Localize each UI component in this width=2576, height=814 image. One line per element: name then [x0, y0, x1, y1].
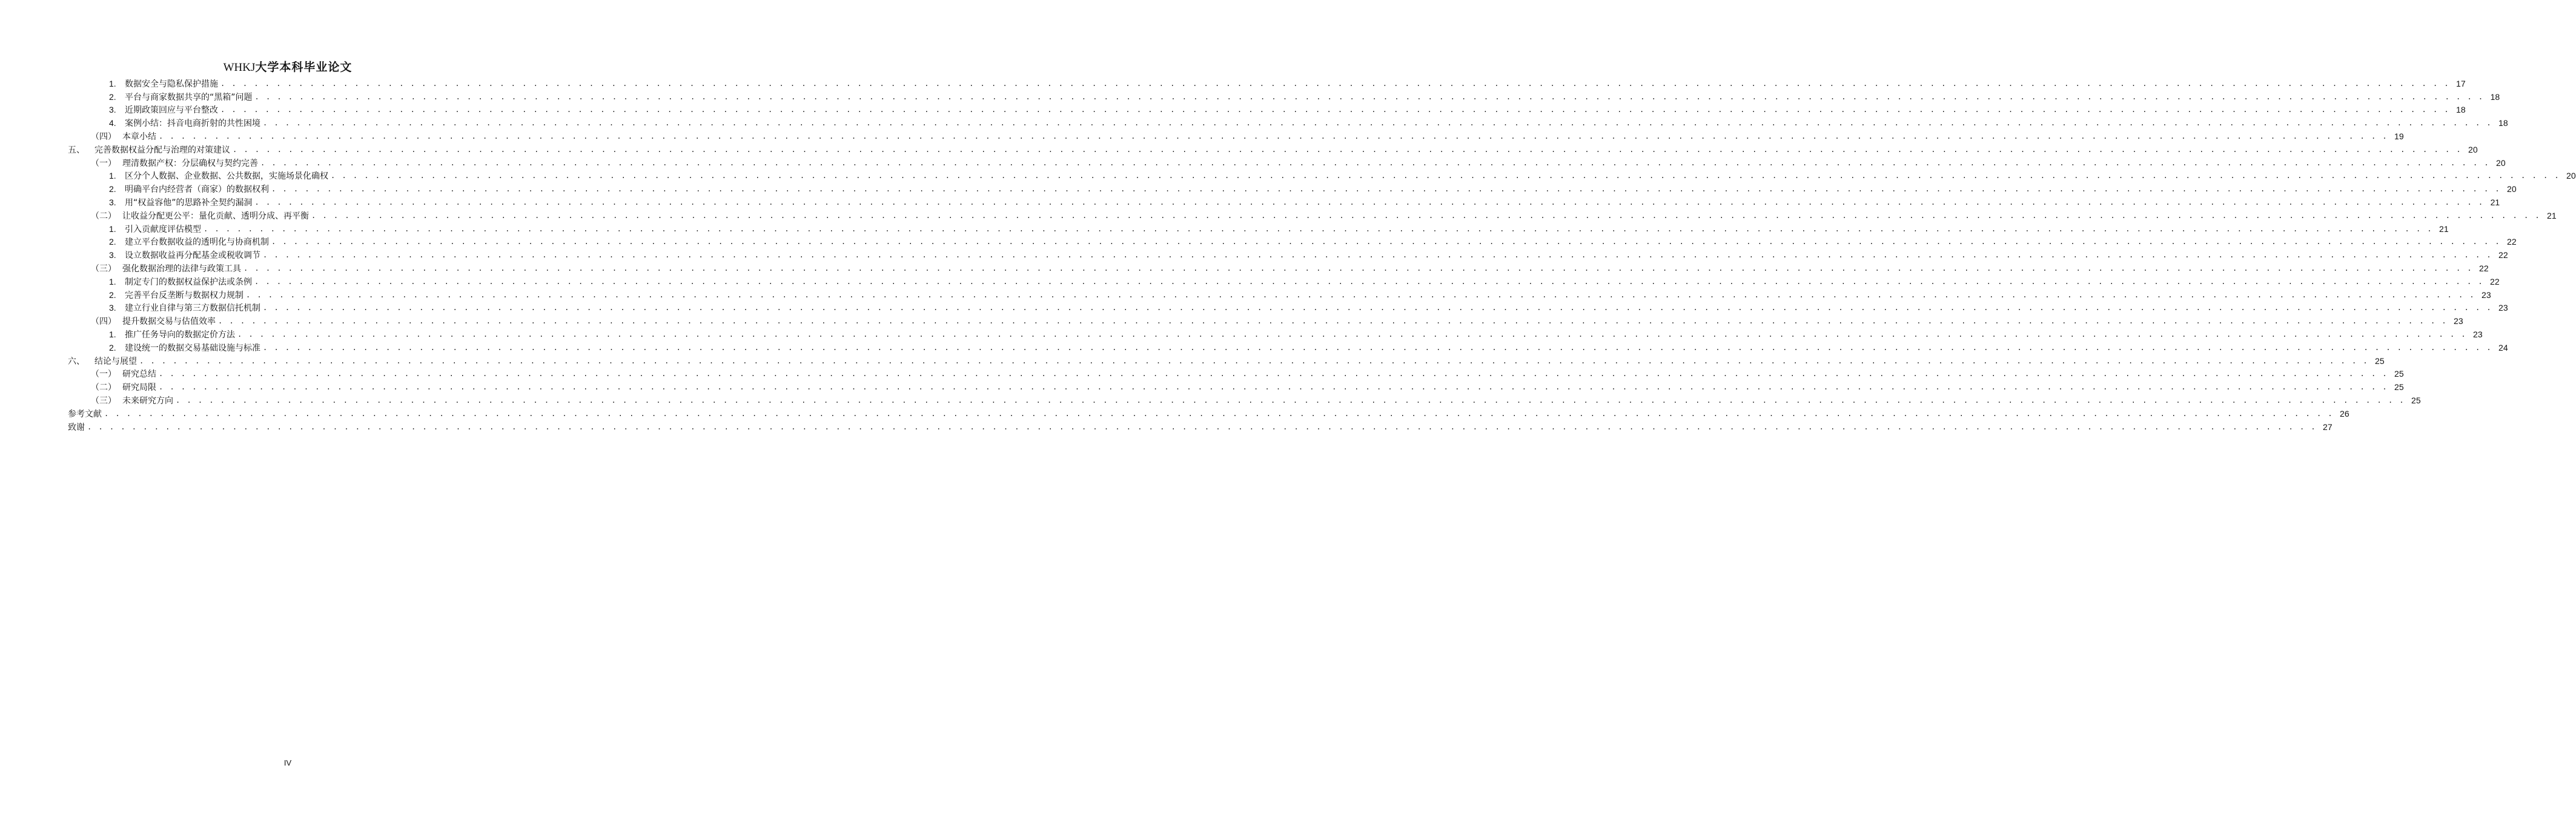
toc-entry-number: 3. [109, 105, 116, 115]
toc-entry-title: 明确平台内经营者（商家）的数据权利 [125, 185, 269, 195]
toc-entry-number: 2. [109, 342, 116, 352]
toc-entry-title: 结论与展望 [94, 356, 137, 366]
toc-entry[interactable] [68, 328, 2483, 341]
toc-entry-page: 19 [2394, 131, 2404, 142]
toc-dot-leader: . . . . . . . . . . . . . . . . . . . . . . . . . . . . . . . . . . . . . . . . . . . . . . . . . . . . . . . . . . . . . . . . . . . . . . . . . . . . . . . . . . . . . . . . . . . . . . . . . . . . . . . . . . . . . . . . . . . . . . . . . . . . . . . . . . . . . . . . . . . . . . . . . . . . . . . . . . . . . . . . . . . . . . . . . . . . . . . . . . . . . . . . . . . . . . . . . . . . . . . . [159, 132, 2388, 141]
toc-dot-leader: . . . . . . . . . . . . . . . . . . . . . . . . . . . . . . . . . . . . . . . . . . . . . . . . . . . . . . . . . . . . . . . . . . . . . . . . . . . . . . . . . . . . . . . . . . . . . . . . . . . . . . . . . . . . . . . . . . . . . . . . . . . . . . . . . . . . . . . . . . . . . . . . . . . . . . . . . . . . . . . . . . . . . . . . . . . . . . . . . . . . . . . . . . . . . . . . . . . . . . . . [218, 317, 2448, 326]
toc-dot-leader: . . . . . . . . . . . . . . . . . . . . . . . . . . . . . . . . . . . . . . . . . . . . . . . . . . . . . . . . . . . . . . . . . . . . . . . . . . . . . . . . . . . . . . . . . . . . . . . . . . . . . . . . . . . . . . . . . . . . . . . . . . . . . . . . . . . . . . . . . . . . . . . . . . . . . . . . . . . . . . . . . . . . . . . . . . . . . . . . . . . . . . . . . . . . . . . . . . . . . . . . [263, 119, 2492, 128]
toc-entry-number: 3. [109, 303, 116, 313]
toc-entry-number: （二） [91, 383, 116, 393]
toc-entry-title: 设立数据收益再分配基金或税收调节 [125, 251, 260, 261]
toc-entry-title: 让收益分配更公平：量化贡献、透明分成、再平衡 [122, 211, 309, 221]
toc-entry-title: 未来研究方向 [122, 396, 173, 406]
toc-entry-page: 22 [2479, 263, 2489, 274]
toc-dot-leader: . . . . . . . . . . . . . . . . . . . . . . . . . . . . . . . . . . . . . . . . . . . . . . . . . . . . . . . . . . . . . . . . . . . . . . . . . . . . . . . . . . . . . . . . . . . . . . . . . . . . . . . . . . . . . . . . . . . . . . . . . . . . . . . . . . . . . . . . . . . . . . . . . . . . . . . . . . . . . . . . . . . . . . . . . . . . . . . . . . . . . . . . . . . . . . . . . . . . . . . . [220, 105, 2450, 114]
toc-entry[interactable] [68, 288, 2491, 302]
toc-entry-number: 五、 [68, 145, 85, 155]
toc-dot-leader: . . . . . . . . . . . . . . . . . . . . . . . . . . . . . . . . . . . . . . . . . . . . . . . . . . . . . . . . . . . . . . . . . . . . . . . . . . . . . . . . . . . . . . . . . . . . . . . . . . . . . . . . . . . . . . . . . . . . . . . . . . . . . . . . . . . . . . . . . . . . . . . . . . . . . . . . . . . . . . . . . . . . . . . . . . . . . . . . . . . . . . . . . . . . . . . . . . . . . . . . [243, 264, 2473, 273]
toc-dot-leader: . . . . . . . . . . . . . . . . . . . . . . . . . . . . . . . . . . . . . . . . . . . . . . . . . . . . . . . . . . . . . . . . . . . . . . . . . . . . . . . . . . . . . . . . . . . . . . . . . . . . . . . . . . . . . . . . . . . . . . . . . . . . . . . . . . . . . . . . . . . . . . . . . . . . . . . . . . . . . . . . . . . . . . . . . . . . . . . . . . . . . . . . . . . . . . . . . . . . . . . . [331, 171, 2560, 180]
toc-entry[interactable] [68, 341, 2508, 354]
toc-entry-title: 完善数据权益分配与治理的对策建议 [94, 145, 230, 155]
toc-entry-number: （一） [91, 369, 116, 380]
toc-dot-leader: . . . . . . . . . . . . . . . . . . . . . . . . . . . . . . . . . . . . . . . . . . . . . . . . . . . . . . . . . . . . . . . . . . . . . . . . . . . . . . . . . . . . . . . . . . . . . . . . . . . . . . . . . . . . . . . . . . . . . . . . . . . . . . . . . . . . . . . . . . . . . . . . . . . . . . . . . . . . . . . . . . . . . . . . . . . . . . . . . . . . . . . . . . . . . . . . . . . . . . . . [159, 383, 2388, 392]
toc-dot-leader: . . . . . . . . . . . . . . . . . . . . . . . . . . . . . . . . . . . . . . . . . . . . . . . . . . . . . . . . . . . . . . . . . . . . . . . . . . . . . . . . . . . . . . . . . . . . . . . . . . . . . . . . . . . . . . . . . . . . . . . . . . . . . . . . . . . . . . . . . . . . . . . . . . . . . . . . . . . . . . . . . . . . . . . . . . . . . . . . . . . . . . . . . . . . . . . . . . . . . . . . [246, 290, 2475, 299]
toc-dot-leader: . . . . . . . . . . . . . . . . . . . . . . . . . . . . . . . . . . . . . . . . . . . . . . . . . . . . . . . . . . . . . . . . . . . . . . . . . . . . . . . . . . . . . . . . . . . . . . . . . . . . . . . . . . . . . . . . . . . . . . . . . . . . . . . . . . . . . . . . . . . . . . . . . . . . . . . . . . . . . . . . . . . . . . . . . . . . . . . . . . . . . . . . . . . . . . . . . . . . . . . . [271, 237, 2501, 247]
toc-entry-title: 建立行业自律与第三方数据信托机制 [125, 303, 260, 314]
toc-entry-title: 区分个人数据、企业数据、公共数据，实施场景化确权 [125, 171, 328, 182]
toc-entry[interactable] [68, 116, 2508, 130]
toc-entry-page: 17 [2456, 78, 2466, 88]
toc-entry-page: 21 [2547, 210, 2557, 220]
toc-entry-page: 21 [2490, 197, 2500, 208]
toc-entry-page: 26 [2340, 408, 2349, 419]
toc-entry-title: 推广任务导向的数据定价方法 [125, 330, 235, 340]
toc-entry-number: （一） [91, 158, 116, 168]
toc-entry-title: 制定专门的数据权益保护法或条例 [125, 277, 252, 287]
toc-entry-number: 1. [109, 78, 116, 88]
table-of-contents [68, 77, 2576, 434]
toc-entry-number: （四） [91, 132, 116, 142]
toc-entry[interactable] [68, 182, 2517, 196]
toc-entry-title: 建设统一的数据交易基础设施与标准 [125, 343, 260, 353]
toc-dot-leader: . . . . . . . . . . . . . . . . . . . . . . . . . . . . . . . . . . . . . . . . . . . . . . . . . . . . . . . . . . . . . . . . . . . . . . . . . . . . . . . . . . . . . . . . . . . . . . . . . . . . . . . . . . . . . . . . . . . . . . . . . . . . . . . . . . . . . . . . . . . . . . . . . . . . . . . . . . . . . . . . . . . . . . . . . . . . . . . . . . . . . . . . . . . . . . . . . . . . . . . . [263, 251, 2492, 260]
toc-entry-title: 强化数据治理的法律与政策工具 [122, 264, 241, 274]
toc-entry-number: （三） [91, 396, 116, 406]
toc-entry-title: 理清数据产权：分层确权与契约完善 [122, 158, 258, 168]
toc-entry-title: 建立平台数据收益的透明化与协商机制 [125, 237, 269, 248]
toc-entry-page: 23 [2498, 303, 2508, 313]
toc-entry-title: 提升数据交易与估值效率 [122, 317, 216, 327]
toc-dot-leader: . . . . . . . . . . . . . . . . . . . . . . . . . . . . . . . . . . . . . . . . . . . . . . . . . . . . . . . . . . . . . . . . . . . . . . . . . . . . . . . . . . . . . . . . . . . . . . . . . . . . . . . . . . . . . . . . . . . . . . . . . . . . . . . . . . . . . . . . . . . . . . . . . . . . . . . . . . . . . . . . . . . . . . . . . . . . . . . . . . . . . . . . . . . . . . . . . . . . . . . . [87, 422, 2317, 431]
toc-dot-leader: . . . . . . . . . . . . . . . . . . . . . . . . . . . . . . . . . . . . . . . . . . . . . . . . . . . . . . . . . . . . . . . . . . . . . . . . . . . . . . . . . . . . . . . . . . . . . . . . . . . . . . . . . . . . . . . . . . . . . . . . . . . . . . . . . . . . . . . . . . . . . . . . . . . . . . . . . . . . . . . . . . . . . . . . . . . . . . . . . . . . . . . . . . . . . . . . . . . . . . . . [220, 79, 2450, 88]
toc-entry-page: 20 [2496, 157, 2506, 168]
toc-entry-page: 25 [2375, 356, 2385, 366]
toc-entry-number: 2. [109, 290, 116, 300]
toc-dot-leader: . . . . . . . . . . . . . . . . . . . . . . . . . . . . . . . . . . . . . . . . . . . . . . . . . . . . . . . . . . . . . . . . . . . . . . . . . . . . . . . . . . . . . . . . . . . . . . . . . . . . . . . . . . . . . . . . . . . . . . . . . . . . . . . . . . . . . . . . . . . . . . . . . . . . . . . . . . . . . . . . . . . . . . . . . . . . . . . . . . . . . . . . . . . . . . . . . . . . . . . . [311, 211, 2541, 220]
toc-dot-leader: . . . . . . . . . . . . . . . . . . . . . . . . . . . . . . . . . . . . . . . . . . . . . . . . . . . . . . . . . . . . . . . . . . . . . . . . . . . . . . . . . . . . . . . . . . . . . . . . . . . . . . . . . . . . . . . . . . . . . . . . . . . . . . . . . . . . . . . . . . . . . . . . . . . . . . . . . . . . . . . . . . . . . . . . . . . . . . . . . . . . . . . . . . . . . . . . . . . . . . . . [139, 356, 2369, 365]
toc-entry[interactable] [68, 90, 2500, 104]
toc-entry-title: 案例小结：抖音电商折射的共性困境 [125, 119, 260, 129]
toc-entry-title: 参考文献 [68, 409, 102, 419]
toc-entry-number: 1. [109, 223, 116, 234]
toc-dot-leader: . . . . . . . . . . . . . . . . . . . . . . . . . . . . . . . . . . . . . . . . . . . . . . . . . . . . . . . . . . . . . . . . . . . . . . . . . . . . . . . . . . . . . . . . . . . . . . . . . . . . . . . . . . . . . . . . . . . . . . . . . . . . . . . . . . . . . . . . . . . . . . . . . . . . . . . . . . . . . . . . . . . . . . . . . . . . . . . . . . . . . . . . . . . . . . . . . . . . . . . . [271, 185, 2501, 194]
toc-entry-title: 近期政策回应与平台整改 [125, 105, 218, 116]
toc-entry-page: 22 [2490, 276, 2500, 286]
toc-entry-page: 25 [2394, 382, 2404, 392]
toc-entry[interactable] [68, 156, 2506, 170]
toc-entry[interactable] [68, 104, 2466, 117]
toc-entry[interactable] [68, 262, 2489, 275]
header-title-text: 大学本科毕业论文 [255, 61, 353, 74]
toc-dot-leader: . . . . . . . . . . . . . . . . . . . . . . . . . . . . . . . . . . . . . . . . . . . . . . . . . . . . . . . . . . . . . . . . . . . . . . . . . . . . . . . . . . . . . . . . . . . . . . . . . . . . . . . . . . . . . . . . . . . . . . . . . . . . . . . . . . . . . . . . . . . . . . . . . . . . . . . . . . . . . . . . . . . . . . . . . . . . . . . . . . . . . . . . . . . . . . . . . . . . . . . . [233, 145, 2462, 154]
toc-entry-number: 1. [109, 276, 116, 286]
toc-entry[interactable] [68, 407, 2349, 420]
toc-dot-leader: . . . . . . . . . . . . . . . . . . . . . . . . . . . . . . . . . . . . . . . . . . . . . . . . . . . . . . . . . . . . . . . . . . . . . . . . . . . . . . . . . . . . . . . . . . . . . . . . . . . . . . . . . . . . . . . . . . . . . . . . . . . . . . . . . . . . . . . . . . . . . . . . . . . . . . . . . . . . . . . . . . . . . . . . . . . . . . . . . . . . . . . . . . . . . . . . . . . . . . . . [104, 409, 2334, 418]
toc-entry[interactable] [68, 368, 2404, 381]
toc-entry[interactable] [68, 130, 2404, 143]
toc-entry-number: 3. [109, 197, 116, 208]
header-latin-text: WHKJ [223, 61, 256, 74]
toc-entry-number: 4. [109, 118, 116, 128]
toc-entry-page: 20 [2507, 184, 2517, 194]
page-header [0, 58, 575, 74]
toc-entry-number: 1. [109, 329, 116, 340]
toc-entry-page: 18 [2490, 91, 2500, 102]
toc-dot-leader: . . . . . . . . . . . . . . . . . . . . . . . . . . . . . . . . . . . . . . . . . . . . . . . . . . . . . . . . . . . . . . . . . . . . . . . . . . . . . . . . . . . . . . . . . . . . . . . . . . . . . . . . . . . . . . . . . . . . . . . . . . . . . . . . . . . . . . . . . . . . . . . . . . . . . . . . . . . . . . . . . . . . . . . . . . . . . . . . . . . . . . . . . . . . . . . . . . . . . . . . [254, 92, 2485, 101]
toc-entry-title: 研究总结 [122, 369, 156, 380]
toc-entry-title: 数据安全与隐私保护措施 [125, 79, 218, 89]
toc-entry-page: 21 [2439, 223, 2449, 234]
page-number: IV [283, 758, 292, 767]
toc-dot-leader: . . . . . . . . . . . . . . . . . . . . . . . . . . . . . . . . . . . . . . . . . . . . . . . . . . . . . . . . . . . . . . . . . . . . . . . . . . . . . . . . . . . . . . . . . . . . . . . . . . . . . . . . . . . . . . . . . . . . . . . . . . . . . . . . . . . . . . . . . . . . . . . . . . . . . . . . . . . . . . . . . . . . . . . . . . . . . . . . . . . . . . . . . . . . . . . . . . . . . . . . [237, 330, 2467, 339]
toc-entry[interactable] [68, 394, 2421, 407]
toc-entry-title: 致谢 [68, 422, 85, 432]
toc-dot-leader: . . . . . . . . . . . . . . . . . . . . . . . . . . . . . . . . . . . . . . . . . . . . . . . . . . . . . . . . . . . . . . . . . . . . . . . . . . . . . . . . . . . . . . . . . . . . . . . . . . . . . . . . . . . . . . . . . . . . . . . . . . . . . . . . . . . . . . . . . . . . . . . . . . . . . . . . . . . . . . . . . . . . . . . . . . . . . . . . . . . . . . . . . . . . . . . . . . . . . . . . [254, 198, 2485, 207]
toc-entry-page: 25 [2394, 369, 2404, 379]
toc-entry-number: （二） [91, 211, 116, 221]
toc-entry-page: 24 [2498, 342, 2508, 352]
toc-entry[interactable] [68, 248, 2508, 262]
toc-entry[interactable] [68, 77, 2466, 90]
toc-entry-page: 27 [2323, 422, 2333, 432]
toc-entry[interactable] [68, 143, 2478, 156]
toc-entry-title: 引入贡献度评估模型 [125, 224, 201, 234]
toc-entry[interactable] [68, 236, 2517, 249]
toc-entry-number: （三） [91, 264, 116, 274]
toc-entry[interactable] [68, 420, 2333, 434]
toc-entry-number: 3. [109, 250, 116, 260]
toc-entry[interactable] [68, 380, 2404, 394]
toc-entry-page: 18 [2498, 118, 2508, 128]
toc-entry[interactable] [68, 170, 2576, 183]
toc-entry-page: 25 [2411, 395, 2421, 406]
toc-dot-leader: . . . . . . . . . . . . . . . . . . . . . . . . . . . . . . . . . . . . . . . . . . . . . . . . . . . . . . . . . . . . . . . . . . . . . . . . . . . . . . . . . . . . . . . . . . . . . . . . . . . . . . . . . . . . . . . . . . . . . . . . . . . . . . . . . . . . . . . . . . . . . . . . . . . . . . . . . . . . . . . . . . . . . . . . . . . . . . . . . . . . . . . . . . . . . . . . . . . . . . . . [176, 396, 2405, 405]
toc-dot-leader: . . . . . . . . . . . . . . . . . . . . . . . . . . . . . . . . . . . . . . . . . . . . . . . . . . . . . . . . . . . . . . . . . . . . . . . . . . . . . . . . . . . . . . . . . . . . . . . . . . . . . . . . . . . . . . . . . . . . . . . . . . . . . . . . . . . . . . . . . . . . . . . . . . . . . . . . . . . . . . . . . . . . . . . . . . . . . . . . . . . . . . . . . . . . . . . . . . . . . . . . [159, 369, 2388, 379]
toc-entry-page: 20 [2468, 144, 2478, 154]
toc-entry-number: 1. [109, 171, 116, 181]
toc-entry-number: 2. [109, 91, 116, 102]
toc-dot-leader: . . . . . . . . . . . . . . . . . . . . . . . . . . . . . . . . . . . . . . . . . . . . . . . . . . . . . . . . . . . . . . . . . . . . . . . . . . . . . . . . . . . . . . . . . . . . . . . . . . . . . . . . . . . . . . . . . . . . . . . . . . . . . . . . . . . . . . . . . . . . . . . . . . . . . . . . . . . . . . . . . . . . . . . . . . . . . . . . . . . . . . . . . . . . . . . . . . . . . . . . [254, 277, 2484, 286]
toc-entry[interactable] [68, 275, 2500, 288]
toc-dot-leader: . . . . . . . . . . . . . . . . . . . . . . . . . . . . . . . . . . . . . . . . . . . . . . . . . . . . . . . . . . . . . . . . . . . . . . . . . . . . . . . . . . . . . . . . . . . . . . . . . . . . . . . . . . . . . . . . . . . . . . . . . . . . . . . . . . . . . . . . . . . . . . . . . . . . . . . . . . . . . . . . . . . . . . . . . . . . . . . . . . . . . . . . . . . . . . . . . . . . . . . . [204, 224, 2433, 233]
toc-entry-title: 用“权益容他”的思路补全契约漏洞 [125, 198, 253, 208]
toc-entry-page: 22 [2498, 250, 2508, 260]
toc-entry-title: 平台与商家数据共享的“黑箱”问题 [125, 92, 253, 102]
toc-entry[interactable] [68, 314, 2463, 328]
toc-entry-number: 2. [109, 184, 116, 194]
toc-entry[interactable] [68, 222, 2449, 236]
toc-entry-page: 23 [2473, 329, 2483, 340]
toc-entry-number: 六、 [68, 356, 85, 366]
toc-entry[interactable] [68, 354, 2385, 368]
toc-entry-number: 2. [109, 237, 116, 247]
toc-entry[interactable] [68, 209, 2557, 222]
toc-dot-leader: . . . . . . . . . . . . . . . . . . . . . . . . . . . . . . . . . . . . . . . . . . . . . . . . . . . . . . . . . . . . . . . . . . . . . . . . . . . . . . . . . . . . . . . . . . . . . . . . . . . . . . . . . . . . . . . . . . . . . . . . . . . . . . . . . . . . . . . . . . . . . . . . . . . . . . . . . . . . . . . . . . . . . . . . . . . . . . . . . . . . . . . . . . . . . . . . . . . . . . . . [263, 303, 2492, 313]
toc-entry-page: 18 [2456, 105, 2466, 115]
toc-entry-title: 完善平台反垄断与数据权力规制 [125, 290, 243, 300]
toc-entry-page: 23 [2482, 290, 2491, 300]
toc-entry-number: （四） [91, 317, 116, 327]
toc-entry-page: 23 [2454, 316, 2463, 326]
toc-entry[interactable] [68, 196, 2500, 209]
toc-entry-title: 本章小结 [122, 132, 156, 142]
toc-dot-leader: . . . . . . . . . . . . . . . . . . . . . . . . . . . . . . . . . . . . . . . . . . . . . . . . . . . . . . . . . . . . . . . . . . . . . . . . . . . . . . . . . . . . . . . . . . . . . . . . . . . . . . . . . . . . . . . . . . . . . . . . . . . . . . . . . . . . . . . . . . . . . . . . . . . . . . . . . . . . . . . . . . . . . . . . . . . . . . . . . . . . . . . . . . . . . . . . . . . . . . . . [263, 343, 2492, 352]
toc-dot-leader: . . . . . . . . . . . . . . . . . . . . . . . . . . . . . . . . . . . . . . . . . . . . . . . . . . . . . . . . . . . . . . . . . . . . . . . . . . . . . . . . . . . . . . . . . . . . . . . . . . . . . . . . . . . . . . . . . . . . . . . . . . . . . . . . . . . . . . . . . . . . . . . . . . . . . . . . . . . . . . . . . . . . . . . . . . . . . . . . . . . . . . . . . . . . . . . . . . . . . . . . [260, 158, 2490, 167]
toc-entry-page: 20 [2566, 171, 2576, 181]
toc-entry[interactable] [68, 302, 2508, 315]
toc-entry-page: 22 [2507, 237, 2517, 247]
toc-entry-title: 研究局限 [122, 383, 156, 393]
